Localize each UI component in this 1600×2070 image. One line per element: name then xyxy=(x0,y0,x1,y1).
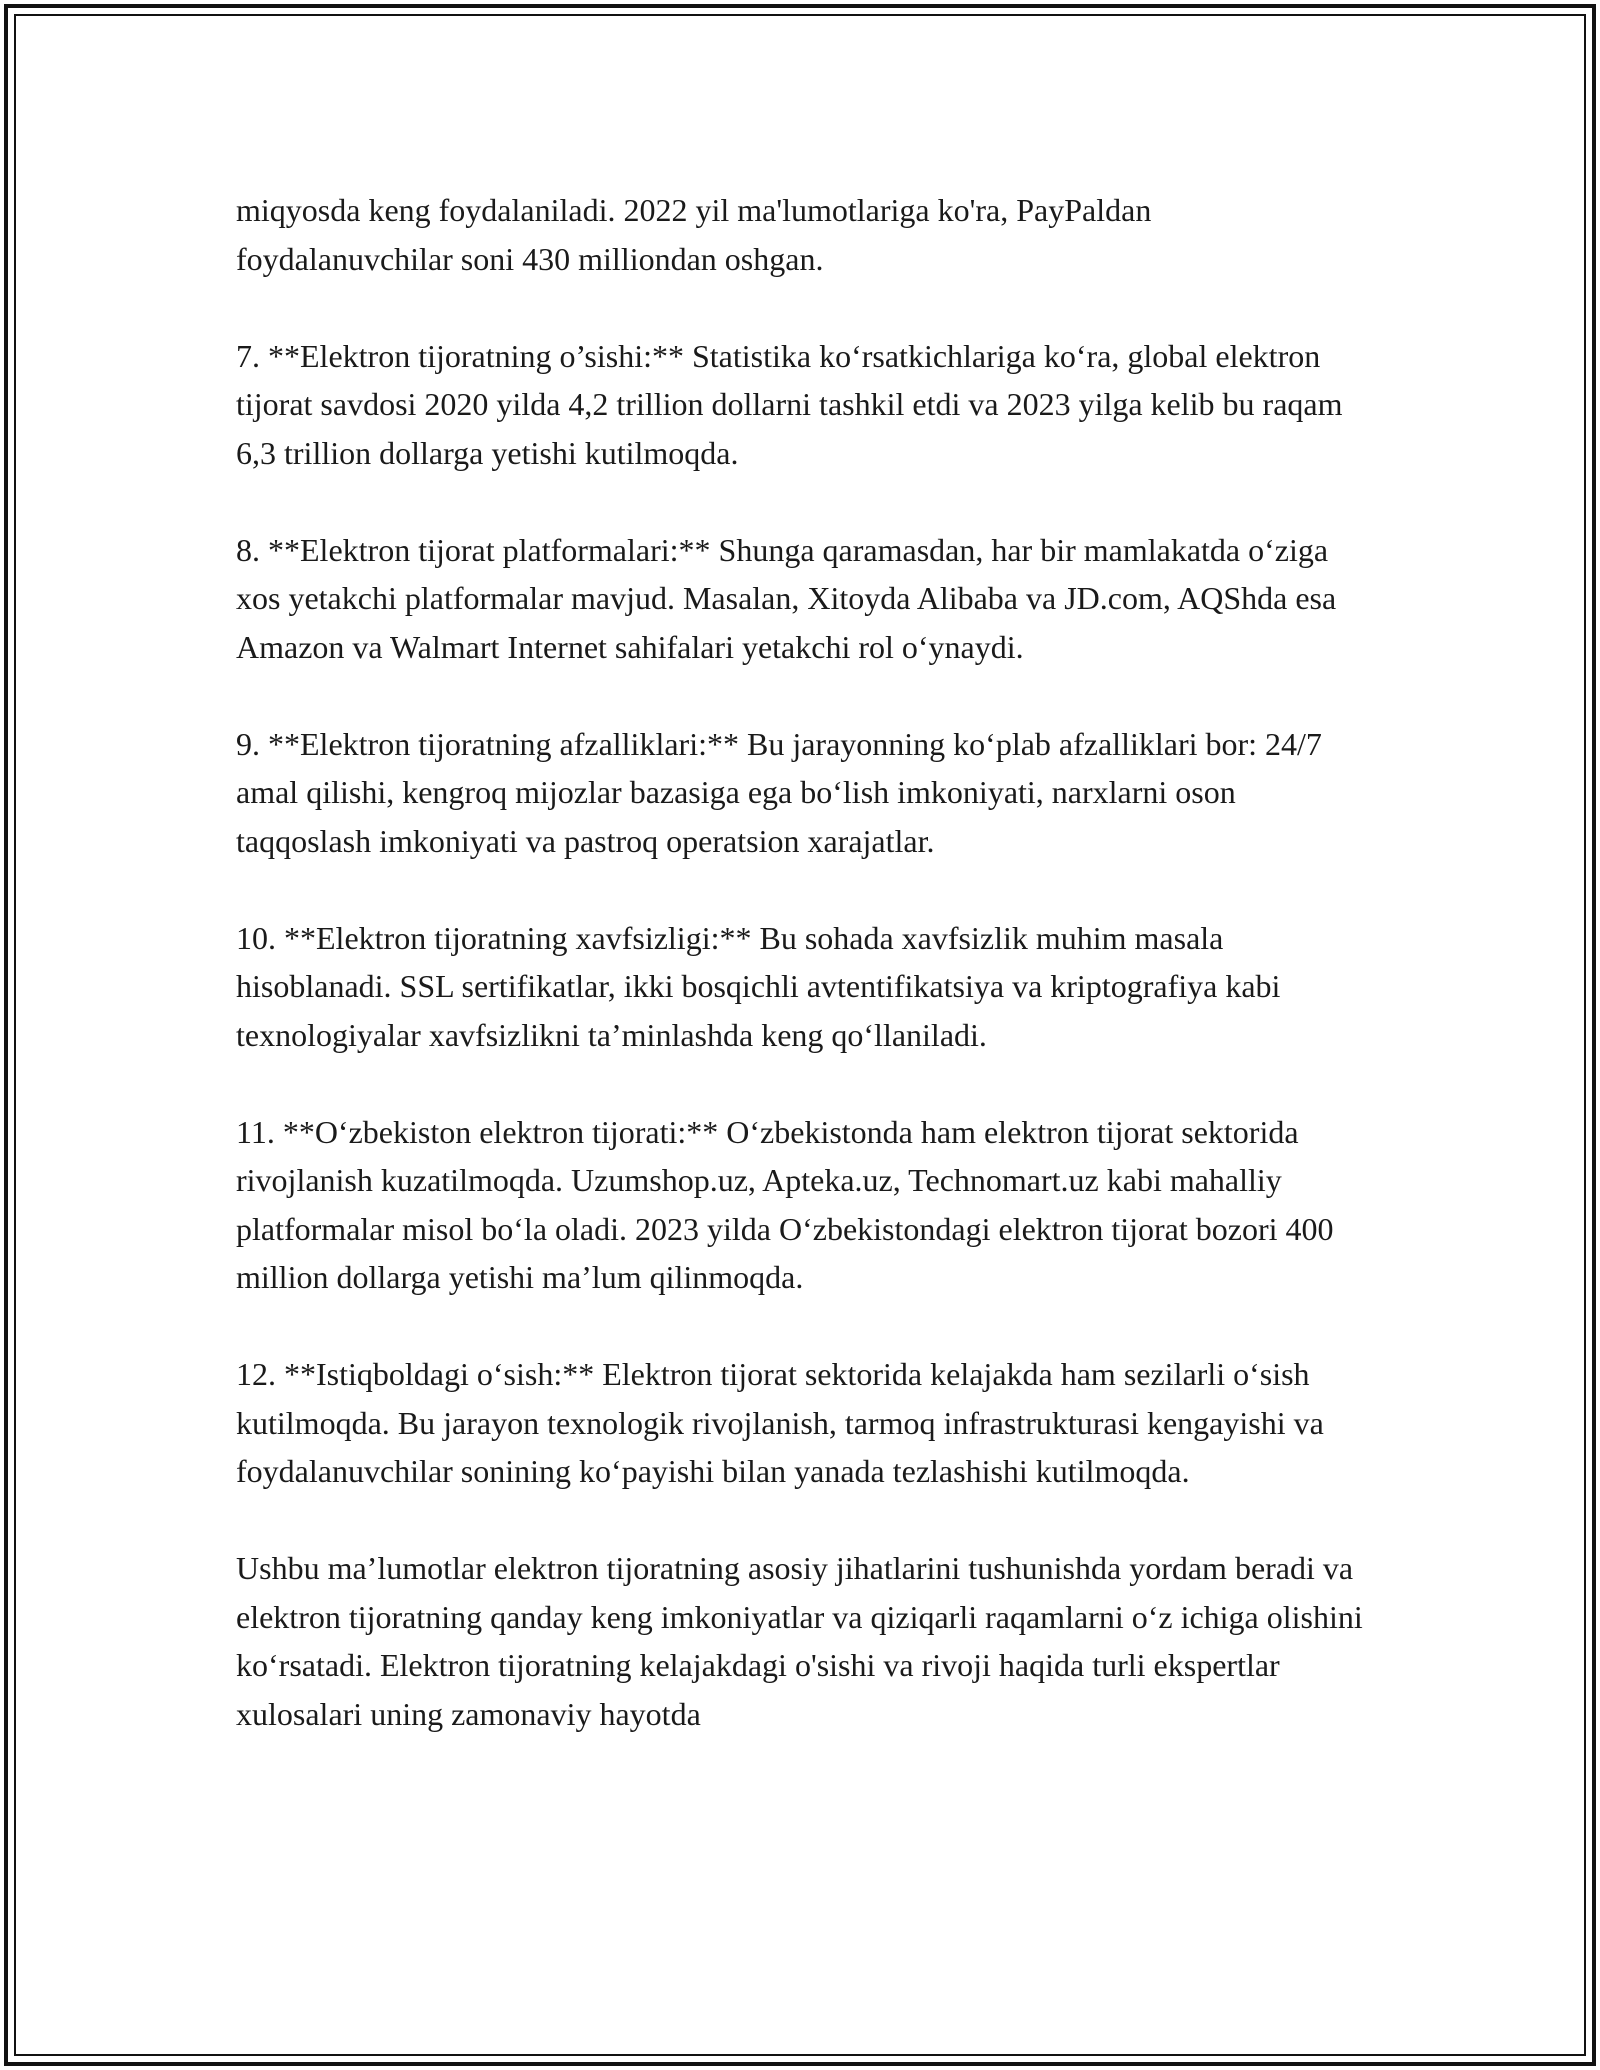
paragraph-uzbekistan-ecommerce: 11. **O‘zbekiston elektron tijorati:** O‘zbekistonda ham elektron tijorat sektorida rivojlanish kuzatilmoqda. Uzumshop.uz, Apteka.uz, Technomart.uz kabi mahalliy platformalar misol bo‘la oladi. 2023 yilda O‘zbekistondagi elektron tijorat bozori 400 million dollarga yetishi ma’lum qilinmoqda. xyxy=(236,1113,1334,1295)
paragraph-future-growth: 12. **Istiqboldagi o‘sish:** Elektron tijorat sektorida kelajakda ham sezilarli o‘sish kutilmoqda. Bu jarayon texnologik rivojlanish, tarmoq infrastrukturasi kengayishi va foydalanuvchilar sonining ko‘payishi bilan yanada tezlashishi kutilmoqda. xyxy=(236,1356,1324,1489)
paragraph-ecommerce-platforms: 8. **Elektron tijorat platformalari:** Shunga qaramasdan, har bir mamlakatda o‘ziga xos yetakchi platformalar mavjud. Masalan, Xitoyda Alibaba va JD.com, AQShda esa Amazon va Walmart Internet sahifalari yetakchi rol o‘ynaydi. xyxy=(236,531,1337,665)
document-body xyxy=(236,186,1366,1738)
paragraph-ecommerce-advantages: 9. **Elektron tijoratning afzalliklari:** Bu jarayonning ko‘plab afzalliklari bor: 24/7 amal qilishi, kengroq mijozlar bazasiga ega bo‘lish imkoniyati, narxlarni oson taqqoslash imkoniyati va pastroq operatsion xarajatlar. xyxy=(236,725,1322,859)
paragraph-conclusion: Ushbu ma’lumotlar elektron tijoratning asosiy jihatlarini tushunishda yordam beradi va elektron tijoratning qanday keng imkoniyatlar va qiziqarli raqamlarni o‘z ichiga olishini ko‘rsatadi. Elektron tijoratning kelajakdagi o'sishi va rivoji haqida turli ekspertlar xulosalari uning zamonaviy hayotda xyxy=(236,1550,1363,1732)
paragraph-ecommerce-security: 10. **Elektron tijoratning xavfsizligi:** Bu sohada xavfsizlik muhim masala hisoblanadi. SSL sertifikatlar, ikki bosqichli avtentifikatsiya va kriptografiya kabi texnologiyalar xavfsizlikni ta’minlashda keng qo‘llaniladi. xyxy=(236,919,1281,1053)
paragraph-ecommerce-growth: 7. **Elektron tijoratning o’sishi:** Statistika ko‘rsatkichlariga ko‘ra, global elektron tijorat savdosi 2020 yilda 4,2 trillion dollarni tashkil etdi va 2023 yilga kelib bu raqam 6,3 trillion dollarga yetishi kutilmoqda. xyxy=(236,337,1343,471)
paragraph-paypal-continuation: miqyosda keng foydalaniladi. 2022 yil ma'lumotlariga ko'ra, PayPaldan foydalanuvchilar soni 430 milliondan oshgan. xyxy=(236,192,1152,277)
